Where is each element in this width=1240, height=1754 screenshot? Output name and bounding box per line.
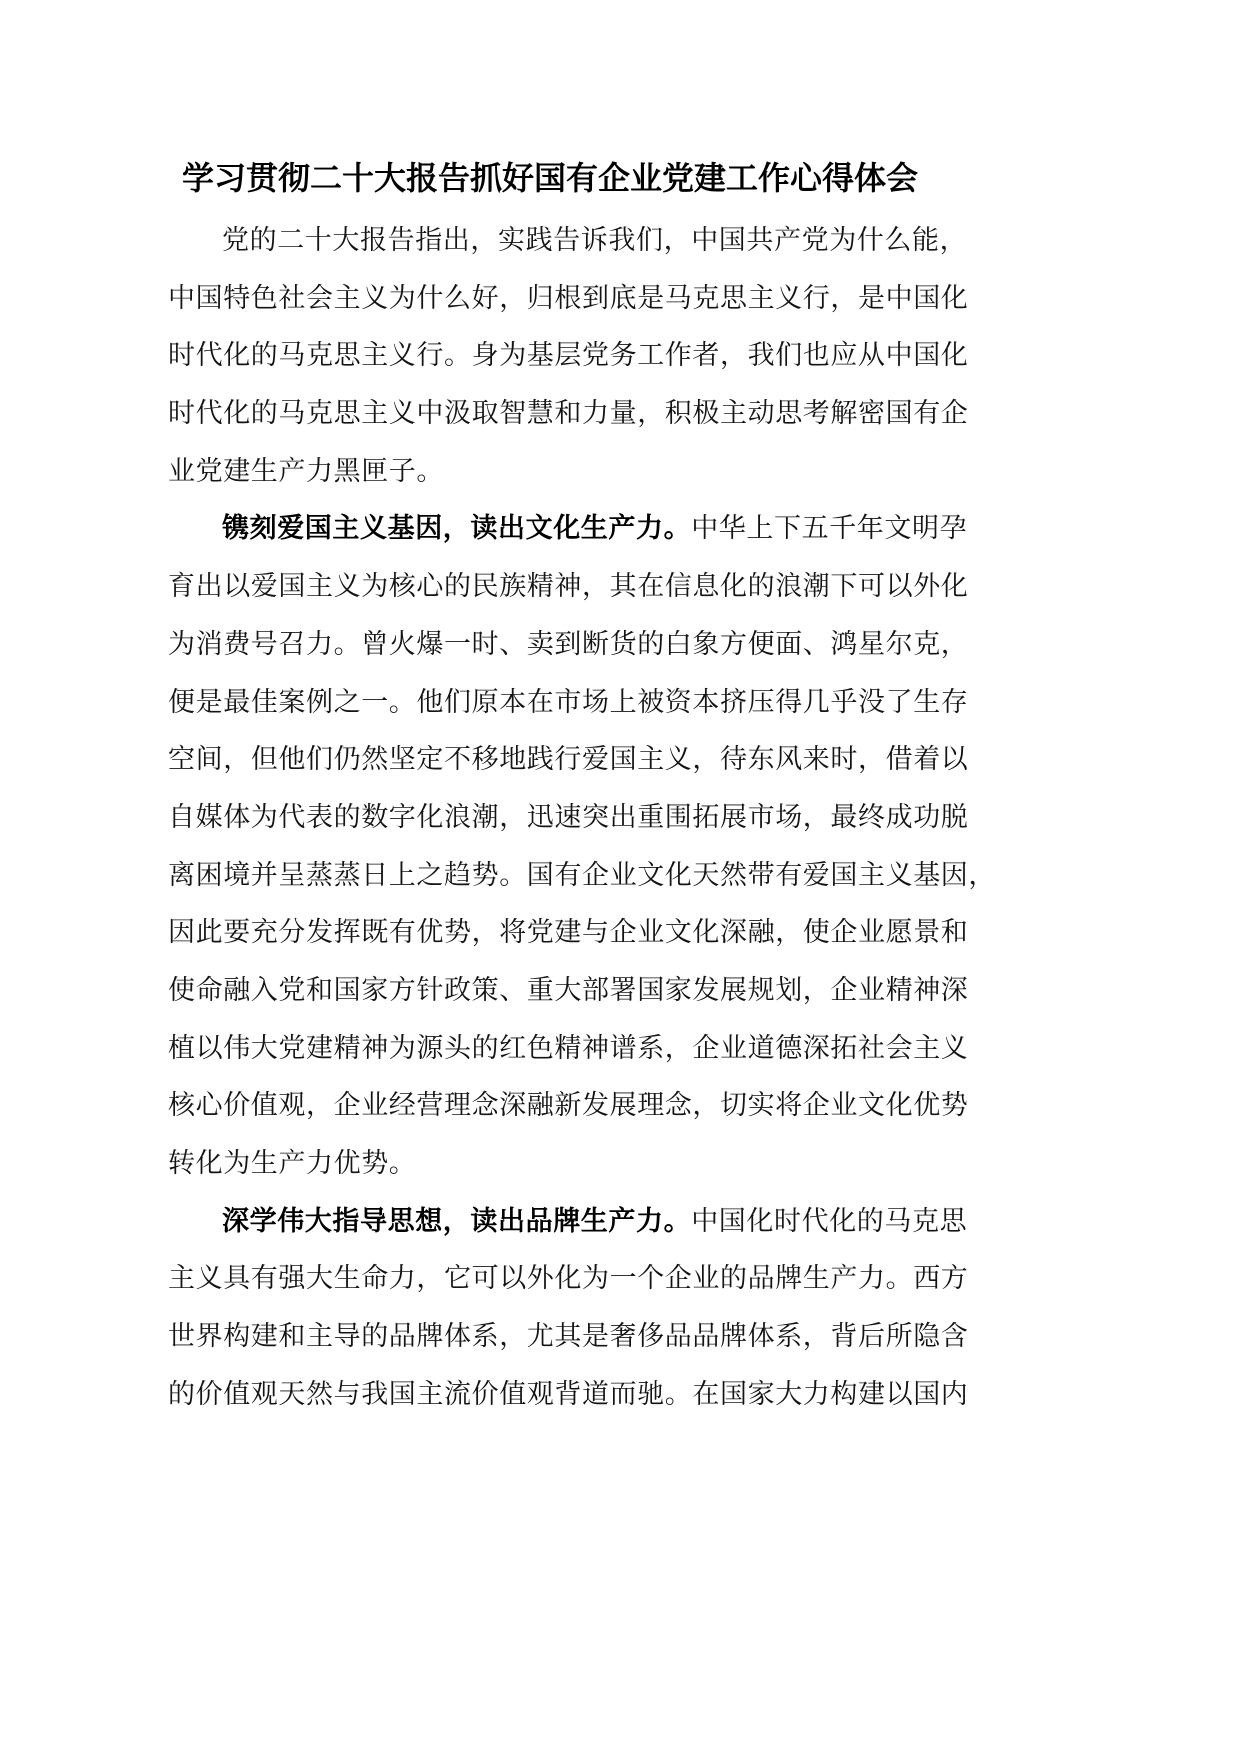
paragraph-1-line-3: 时代化的马克思主义行。身为基层党务工作者，我们也应从中国化 <box>168 340 969 372</box>
paragraph-1-line-5: 业党建生产力黑匣子。 <box>168 455 444 487</box>
document-title: 学习贯彻二十大报告抓好国有企业党建工作心得体会 <box>181 159 918 197</box>
paragraph-1-line-4: 时代化的马克思主义中汲取智慧和力量，积极主动思考解密国有企 <box>168 398 969 430</box>
paragraph-2-line-9: 使命融入党和国家方针政策、重大部署国家发展规划，企业精神深 <box>168 974 969 1006</box>
paragraph-2-line-12: 转化为生产力优势。 <box>168 1148 417 1179</box>
paragraph-3-line-1-text: 中国化时代化的马克思 <box>691 1205 968 1237</box>
paragraph-2-line-2: 育出以爱国主义为核心的民族精神，其在信息化的浪潮下可以外化 <box>168 571 969 603</box>
paragraph-2-line-11: 核心价值观，企业经营理念深融新发展理念，切实将企业文化优势 <box>168 1090 969 1122</box>
paragraph-2-line-5: 空间，但他们仍然坚定不移地践行爱国主义，待东风来时，借着以 <box>168 744 969 776</box>
paragraph-2-line-10: 植以伟大党建精神为源头的红色精神谱系，企业道德深拓社会主义 <box>168 1032 969 1064</box>
document-body <box>168 212 996 1423</box>
paragraph-3-line-1 <box>168 1193 968 1251</box>
paragraph-3-line-2: 主义具有强大生命力，它可以外化为一个企业的品牌生产力。西方 <box>168 1263 969 1295</box>
paragraph-3-line-3: 世界构建和主导的品牌体系，尤其是奢侈品品牌体系，背后所隐含 <box>168 1321 969 1353</box>
paragraph-2-line-1 <box>168 500 968 558</box>
paragraph-2-heading: 镌刻爱国主义基因，读出文化生产力。 <box>222 513 692 545</box>
paragraph-2-line-1-text: 中华上下五千年文明孕 <box>691 513 968 545</box>
paragraph-2-line-3: 为消费号召力。曾火爆一时、卖到断货的白象方便面、鸿星尔克， <box>168 628 969 660</box>
paragraph-3-heading: 深学伟大指导思想，读出品牌生产力。 <box>222 1205 692 1237</box>
paragraph-2-line-4: 便是最佳案例之一。他们原本在市场上被资本挤压得几乎没了生存 <box>168 686 969 718</box>
paragraph-1-line-1: 党的二十大报告指出，实践告诉我们，中国共产党为什么能， <box>222 225 968 256</box>
paragraph-3-line-4: 的价值观天然与我国主流价值观背道而驰。在国家大力构建以国内 <box>168 1378 969 1410</box>
paragraph-2-line-7: 离困境并呈蒸蒸日上之趋势。国有企业文化天然带有爱国主义基因， <box>168 859 996 891</box>
paragraph-2-line-8: 因此要充分发挥既有优势，将党建与企业文化深融，使企业愿景和 <box>168 917 969 949</box>
paragraph-1-line-2: 中国特色社会主义为什么好，归根到底是马克思主义行，是中国化 <box>168 282 969 314</box>
paragraph-2-line-6: 自媒体为代表的数字化浪潮，迅速突出重围拓展市场，最终成功脱 <box>168 801 969 833</box>
